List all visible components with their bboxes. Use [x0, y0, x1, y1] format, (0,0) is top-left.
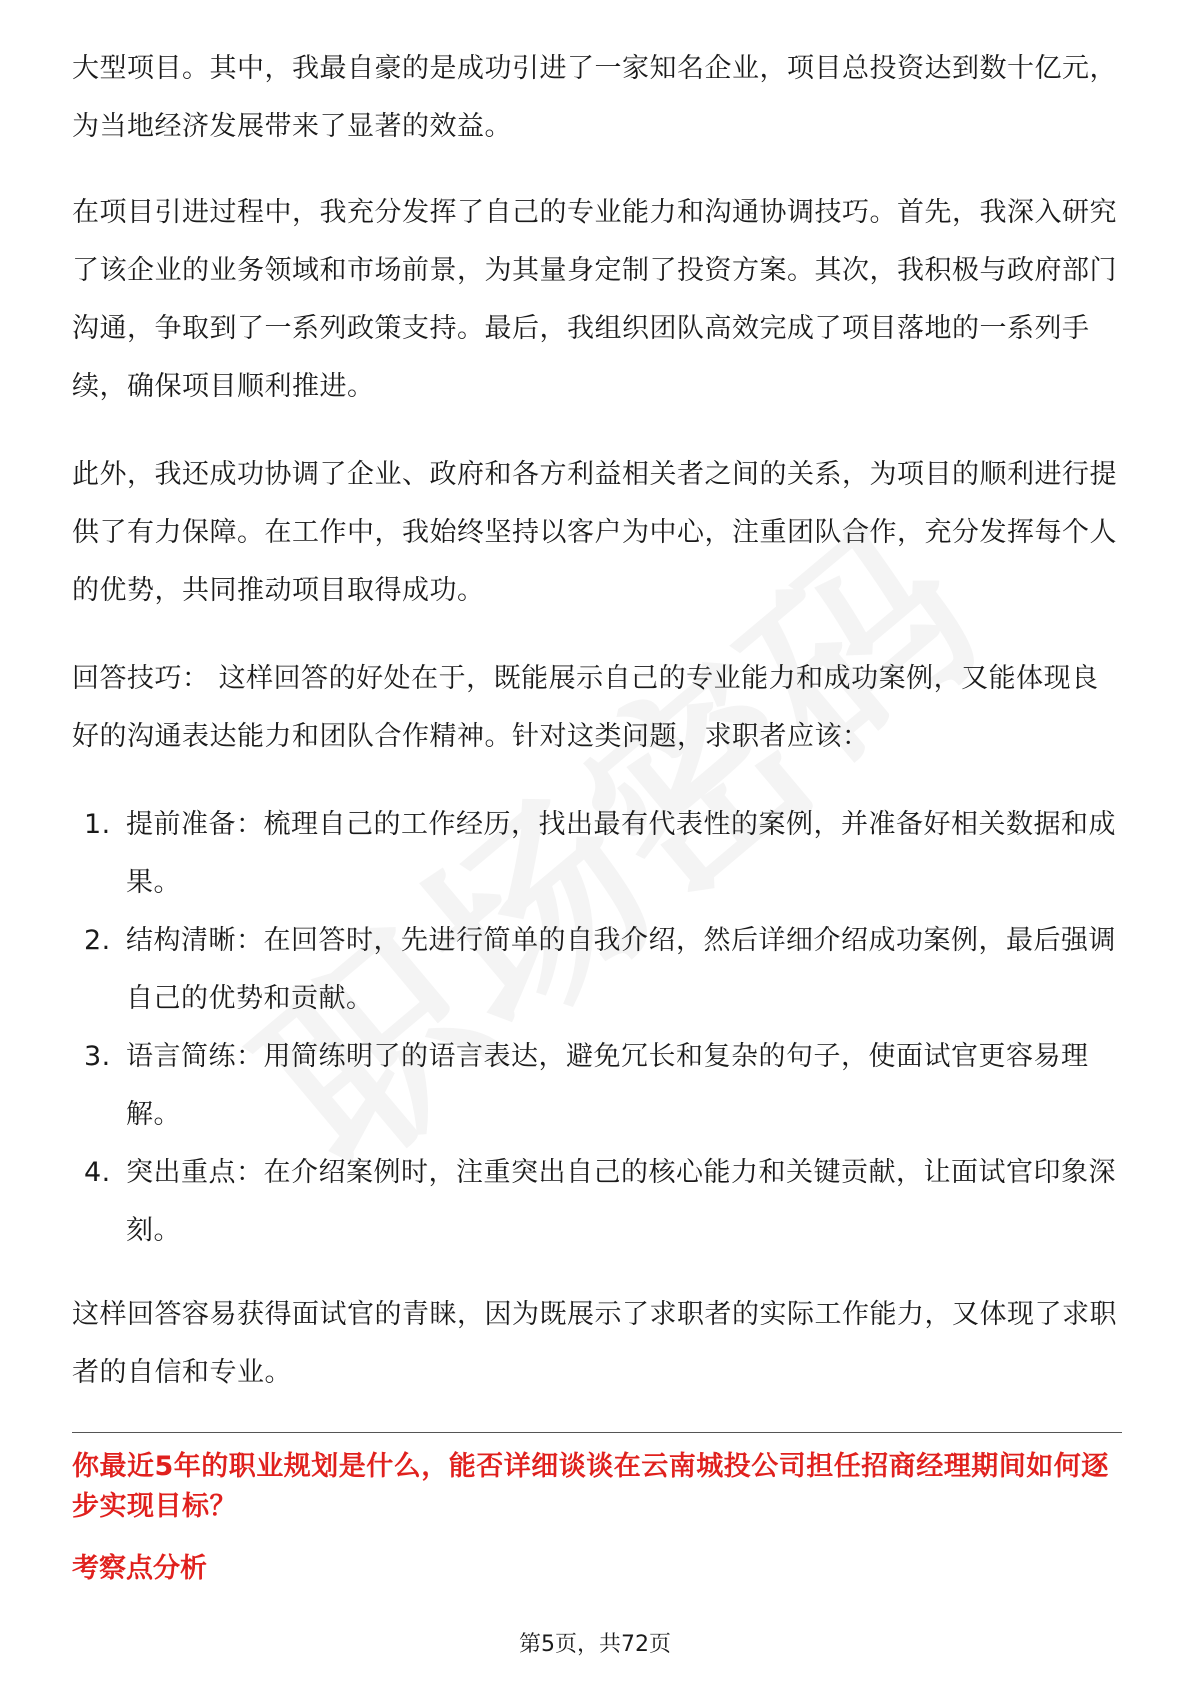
list-item [72, 1144, 1122, 1260]
document-page [72, 40, 1122, 1589]
list-item-text: 语言简练：用简练明了的语言表达，避免冗长和复杂的句子，使面试官更容易理解。 [126, 1041, 1089, 1130]
list-item-number: 4. [84, 1157, 111, 1188]
section-divider [72, 1432, 1122, 1433]
list-item-text: 结构清晰：在回答时，先进行简单的自我介绍，然后详细介绍成功案例，最后强调自己的优势和贡献。 [126, 925, 1116, 1014]
list-item-text: 提前准备：梳理自己的工作经历，找出最有代表性的案例，并准备好相关数据和成果。 [126, 809, 1116, 898]
tips-list [72, 796, 1122, 1260]
paragraph-answer-tips: 回答技巧： 这样回答的好处在于，既能展示自己的专业能力和成功案例，又能体现良好的沟通表达能力和团队合作精神。针对这类问题，求职者应该： [72, 663, 1099, 752]
paragraph-process: 在项目引进过程中，我充分发挥了自己的专业能力和沟通协调技巧。首先，我深入研究了该企业的业务领域和市场前景，为其量身定制了投资方案。其次，我积极与政府部门沟通，争取到了一系列政策支持。最后，我组织团队高效完成了项目落地的一系列手续，确保项目顺利推进。 [72, 197, 1117, 402]
list-item-number: 3. [84, 1041, 111, 1072]
question-heading: 你最近5年的职业规划是什么，能否详细谈谈在云南城投公司担任招商经理期间如何逐步实现目标？ [72, 1451, 1109, 1522]
paragraph-coordination: 此外，我还成功协调了企业、政府和各方利益相关者之间的关系，为项目的顺利进行提供了有力保障。在工作中，我始终坚持以客户为中心，注重团队合作，充分发挥每个人的优势，共同推动项目取得成功。 [72, 459, 1117, 606]
page-number: 第5页，共72页 [519, 1632, 671, 1657]
list-item [72, 1028, 1122, 1144]
list-item-number: 2. [84, 925, 111, 956]
section-heading-analysis: 考察点分析 [72, 1553, 207, 1584]
paragraph-project-intro: 大型项目。其中，我最自豪的是成功引进了一家知名企业，项目总投资达到数十亿元，为当地经济发展带来了显著的效益。 [72, 53, 1117, 142]
list-item [72, 912, 1122, 1028]
list-item [72, 796, 1122, 912]
list-item-text: 突出重点：在介绍案例时，注重突出自己的核心能力和关键贡献，让面试官印象深刻。 [126, 1157, 1116, 1246]
list-item-number: 1. [84, 809, 111, 840]
paragraph-closing: 这样回答容易获得面试官的青睐，因为既展示了求职者的实际工作能力，又体现了求职者的自信和专业。 [72, 1299, 1117, 1388]
